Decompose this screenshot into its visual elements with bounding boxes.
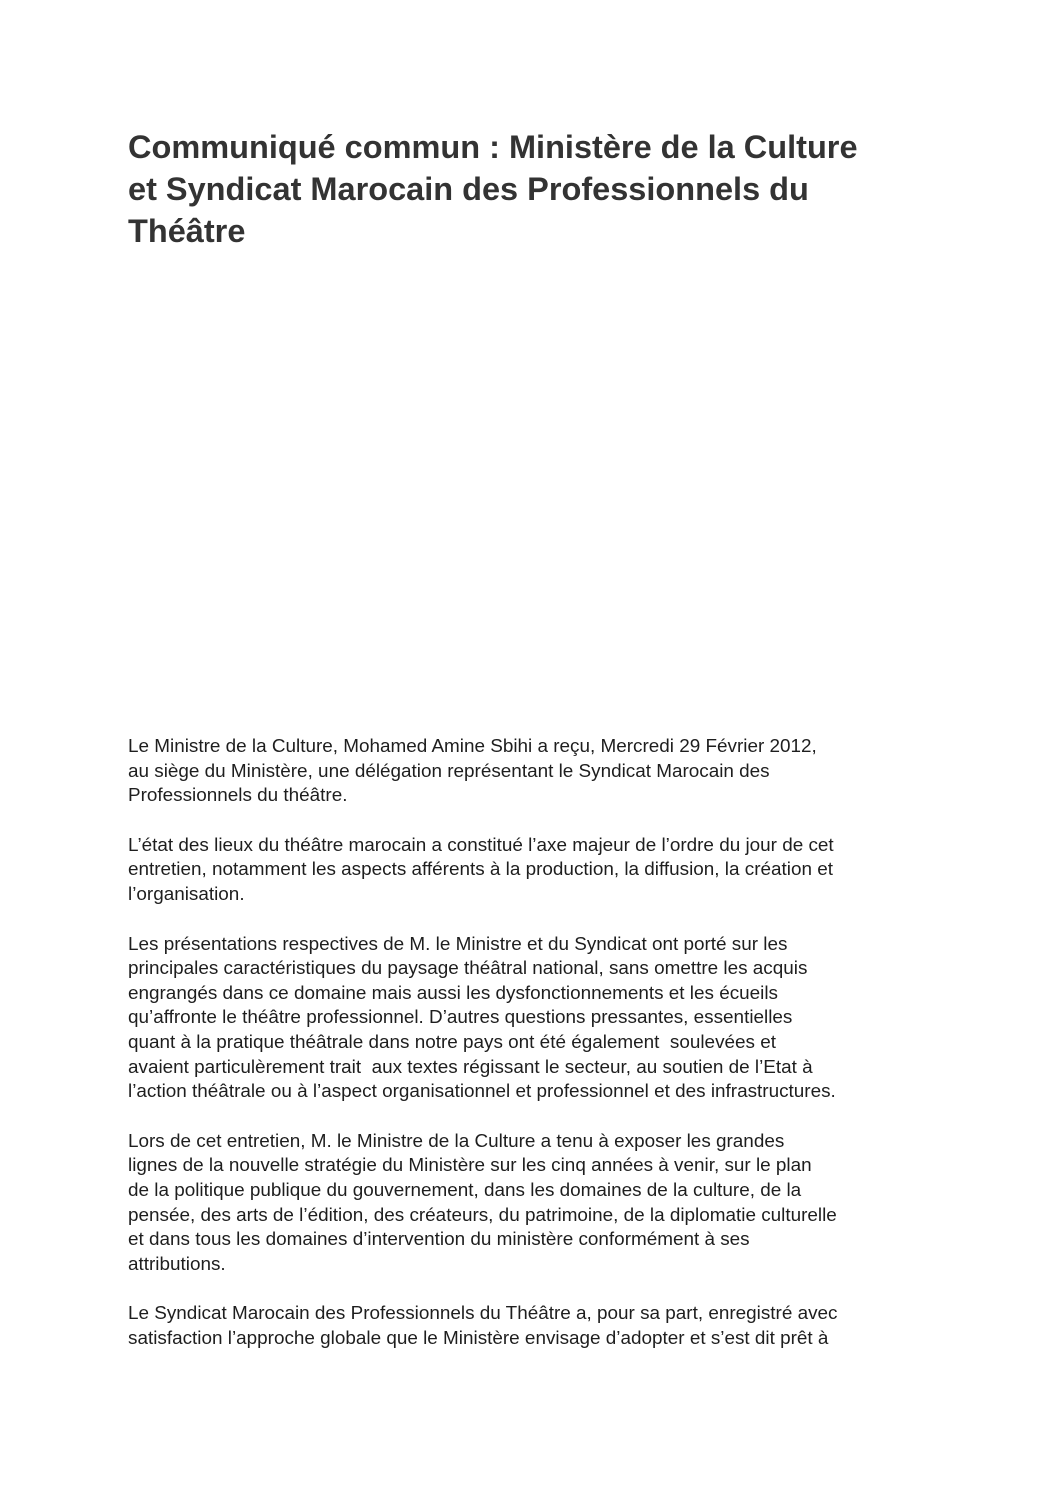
- title-line: Communiqué commun : Ministère de la Culture: [128, 129, 858, 165]
- paragraph-meeting: [128, 735, 938, 809]
- paragraph-agenda: [128, 834, 938, 908]
- body-text: [128, 735, 938, 1376]
- title-line: et Syndicat Marocain des Professionnels du: [128, 171, 809, 207]
- text-line: et dans tous les domaines d’intervention du ministère conformément à ses: [128, 1229, 750, 1251]
- paragraph-syndicate-response: [128, 1302, 938, 1351]
- text-line: Les présentations respectives de M. le Ministre et du Syndicat ont porté sur les: [128, 933, 788, 955]
- text-line: Professionnels du théâtre.: [128, 785, 348, 807]
- text-line: satisfaction l’approche globale que le Ministère envisage d’adopter et s’est dit prêt à: [128, 1327, 829, 1349]
- text-line: quant à la pratique théâtrale dans notre pays ont été également soulevées et: [128, 1031, 776, 1053]
- paragraph-presentations: [128, 933, 938, 1105]
- text-line: Le Syndicat Marocain des Professionnels du Théâtre a, pour sa part, enregistré avec: [128, 1303, 838, 1325]
- text-line: au siège du Ministère, une délégation représentant le Syndicat Marocain des: [128, 760, 770, 782]
- text-line: engrangés dans ce domaine mais aussi les dysfonctionnements et les écueils: [128, 982, 778, 1004]
- text-line: qu’affronte le théâtre professionnel. D’autres questions pressantes, essentielles: [128, 1007, 793, 1029]
- page-title: [128, 126, 928, 252]
- text-line: lignes de la nouvelle stratégie du Ministère sur les cinq années à venir, sur le plan: [128, 1155, 812, 1177]
- text-line: avaient particulèrement trait aux textes régissant le secteur, au soutien de l’Etat à: [128, 1056, 813, 1078]
- title-line: Théâtre: [128, 213, 246, 249]
- paragraph-strategy: [128, 1130, 938, 1278]
- text-line: attributions.: [128, 1253, 226, 1275]
- text-line: l’organisation.: [128, 883, 245, 905]
- text-line: L’état des lieux du théâtre marocain a constitué l’axe majeur de l’ordre du jour de cet: [128, 834, 834, 856]
- text-line: entretien, notamment les aspects afférents à la production, la diffusion, la création et: [128, 859, 833, 881]
- text-line: de la politique publique du gouvernement, dans les domaines de la culture, de la: [128, 1179, 802, 1201]
- text-line: pensée, des arts de l’édition, des créateurs, du patrimoine, de la diplomatie culturelle: [128, 1204, 837, 1226]
- text-line: Le Ministre de la Culture, Mohamed Amine Sbihi a reçu, Mercredi 29 Février 2012,: [128, 736, 817, 757]
- text-line: l’action théâtrale ou à l’aspect organisationnel et professionnel et des infrastructures.: [128, 1081, 836, 1103]
- text-line: Lors de cet entretien, M. le Ministre de la Culture a tenu à exposer les grandes: [128, 1130, 785, 1152]
- text-line: principales caractéristiques du paysage théâtral national, sans omettre les acquis: [128, 958, 808, 980]
